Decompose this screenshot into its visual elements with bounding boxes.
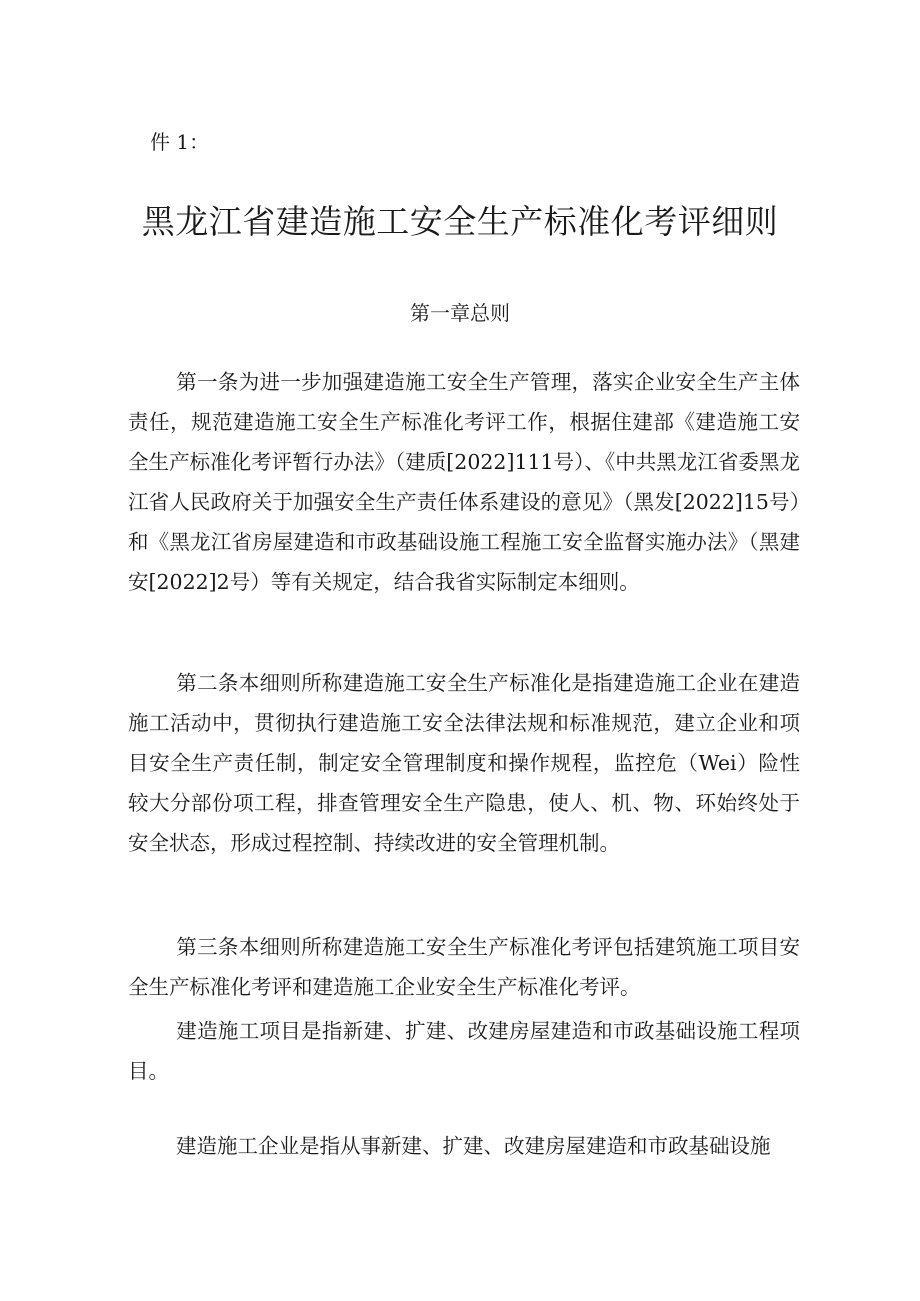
paragraph-text: 第三条本细则所称建造施工安全生产标准化考评包括建筑施工项目安全生产标准化考评和建造施工企业安全生产标准化考评。: [128, 935, 800, 999]
paragraph-text: 建造施工企业是指从事新建、扩建、改建房屋建造和市政基础设施: [176, 1134, 771, 1158]
paragraph-enterprise-definition: [128, 1126, 800, 1166]
paragraph-text: 第一条为进一步加强建造施工安全生产管理，落实企业安全生产主体责任，规范建造施工安全生产标准化考评工作，根据住建部《建造施工安全生产标准化考评暂行办法》（建质[2022]111号）、《中共黑龙江省委黑龙江省人民政府关于加强安全生产责任体系建设的意见》（黑发[2022]15号）和《黑龙江省房屋建造和市政基础设施工程施工安全监督实施办法》（黑建安[2022]2号）等有关规定，结合我省实际制定本细则。: [128, 370, 800, 594]
paragraph-project-definition: [128, 1011, 800, 1091]
attachment-label: 件 1：: [150, 130, 210, 154]
paragraph-article-1: [128, 362, 800, 602]
document-title: 黑龙江省建造施工安全生产标准化考评细则: [141, 202, 779, 241]
paragraph-article-3: [128, 927, 800, 1007]
paragraph-text: 建造施工项目是指新建、扩建、改建房屋建造和市政基础设施工程项目。: [128, 1019, 800, 1083]
paragraph-article-2: [128, 663, 800, 863]
chapter-heading: 第一章总则: [410, 301, 510, 325]
paragraph-text: 第二条本细则所称建造施工安全生产标准化是指建造施工企业在建造施工活动中，贯彻执行建造施工安全法律法规和标准规范，建立企业和项目安全生产责任制，制定安全管理制度和操作规程，监控危（Wei）险性较大分部份项工程，排查管理安全生产隐患，使人、机、物、环始终处于安全状态，形成过程控制、持续改进的安全管理机制。: [128, 671, 800, 855]
